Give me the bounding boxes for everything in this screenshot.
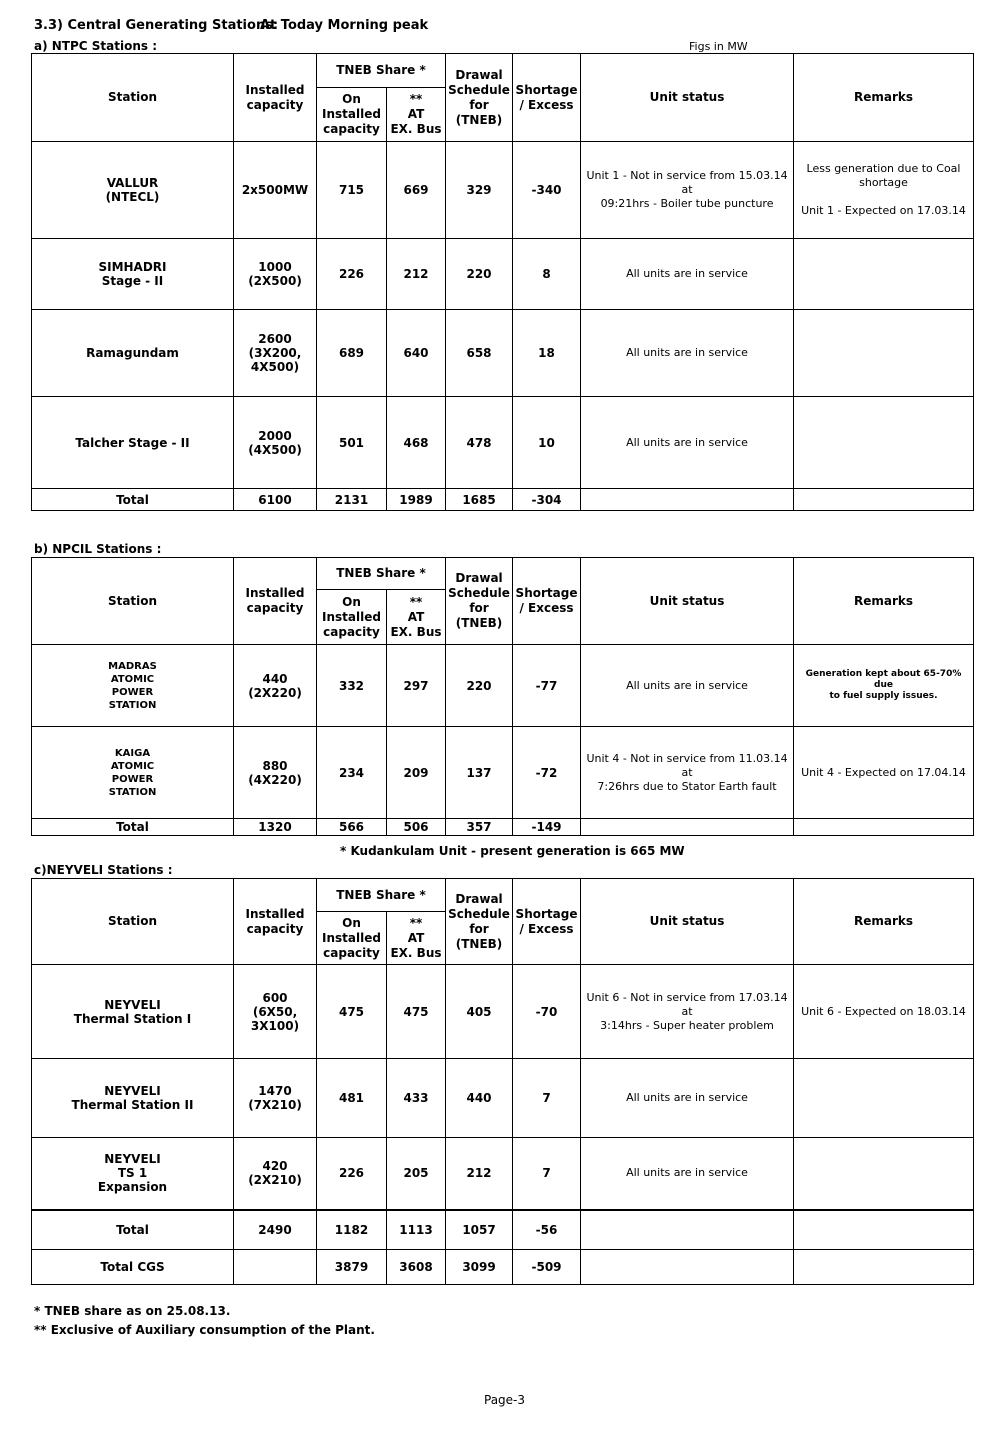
total-label: Total <box>32 489 234 511</box>
remarks: Unit 4 - Expected on 17.04.14 <box>794 727 974 819</box>
installed-capacity: 2000 (4X500) <box>234 397 317 489</box>
col-tneb-share: TNEB Share * <box>317 879 446 912</box>
col-shortage: Shortage / Excess <box>513 54 581 142</box>
installed-capacity: 880 (4X220) <box>234 727 317 819</box>
table-row <box>32 1059 974 1138</box>
time-label: At Today Morning peak <box>260 18 429 33</box>
shortage-value: -340 <box>513 142 581 239</box>
station-name: NEYVELI Thermal Station II <box>32 1059 234 1138</box>
table-row <box>32 1138 974 1210</box>
remarks: Less generation due to Coal shortage Unit 1 - Expected on 17.03.14 <box>794 142 974 239</box>
station-name: SIMHADRI Stage - II <box>32 239 234 310</box>
empty-cell <box>581 1210 794 1250</box>
col-station: Station <box>32 54 234 142</box>
col-remarks: Remarks <box>794 558 974 645</box>
station-name: VALLUR (NTECL) <box>32 142 234 239</box>
table-row <box>32 310 974 397</box>
remarks <box>794 1138 974 1210</box>
drawal-value: 440 <box>446 1059 513 1138</box>
station-name: NEYVELI Thermal Station I <box>32 965 234 1059</box>
col-installed: Installed capacity <box>234 54 317 142</box>
total-cgs-at-ex-bus: 3608 <box>387 1250 446 1285</box>
col-on-installed: On Installed capacity <box>317 912 387 965</box>
shortage-value: -70 <box>513 965 581 1059</box>
total-row <box>32 819 974 836</box>
shortage-value: 7 <box>513 1059 581 1138</box>
unit-status: All units are in service <box>581 645 794 727</box>
col-station: Station <box>32 558 234 645</box>
total-label: Total <box>32 819 234 836</box>
footnote-tneb-share: * TNEB share as on 25.08.13. <box>34 1304 231 1318</box>
drawal-value: 329 <box>446 142 513 239</box>
shortage-value: -72 <box>513 727 581 819</box>
installed-capacity: 600 (6X50, 3X100) <box>234 965 317 1059</box>
station-name: Ramagundam <box>32 310 234 397</box>
total-cgs-installed <box>234 1250 317 1285</box>
col-on-installed: On Installed capacity <box>317 88 387 142</box>
remarks <box>794 239 974 310</box>
shortage-value: 8 <box>513 239 581 310</box>
total-shortage: -149 <box>513 819 581 836</box>
section-title: 3.3) Central Generating Stations: <box>34 18 279 33</box>
col-installed: Installed capacity <box>234 879 317 965</box>
empty-cell <box>581 1250 794 1285</box>
empty-cell <box>581 489 794 511</box>
col-tneb-share: TNEB Share * <box>317 558 446 590</box>
total-cgs-on-installed: 3879 <box>317 1250 387 1285</box>
table-row <box>32 727 974 819</box>
col-installed: Installed capacity <box>234 558 317 645</box>
total-on-installed: 566 <box>317 819 387 836</box>
shortage-value: 10 <box>513 397 581 489</box>
col-drawal: Drawal Schedule for (TNEB) <box>446 558 513 645</box>
empty-cell <box>794 1210 974 1250</box>
total-on-installed: 2131 <box>317 489 387 511</box>
shortage-value: 18 <box>513 310 581 397</box>
kudankulam-note: * Kudankulam Unit - present generation is 665 MW <box>340 844 685 858</box>
at-ex-bus-value: 212 <box>387 239 446 310</box>
total-cgs-label: Total CGS <box>32 1250 234 1285</box>
unit-status: All units are in service <box>581 1138 794 1210</box>
total-shortage: -56 <box>513 1210 581 1250</box>
col-shortage: Shortage / Excess <box>513 879 581 965</box>
neyveli-title: c)NEYVELI Stations : <box>34 863 173 877</box>
at-ex-bus-value: 209 <box>387 727 446 819</box>
col-at-ex-bus: ** AT EX. Bus <box>387 912 446 965</box>
drawal-value: 220 <box>446 645 513 727</box>
empty-cell <box>581 819 794 836</box>
table-row <box>32 239 974 310</box>
remarks: Unit 6 - Expected on 18.03.14 <box>794 965 974 1059</box>
on-installed-value: 501 <box>317 397 387 489</box>
col-unit-status: Unit status <box>581 879 794 965</box>
total-cgs-shortage: -509 <box>513 1250 581 1285</box>
page-number: Page-3 <box>484 1393 526 1407</box>
installed-capacity: 2600 (3X200, 4X500) <box>234 310 317 397</box>
total-label: Total <box>32 1210 234 1250</box>
total-shortage: -304 <box>513 489 581 511</box>
col-station: Station <box>32 879 234 965</box>
npcil-table <box>31 557 974 836</box>
on-installed-value: 234 <box>317 727 387 819</box>
at-ex-bus-value: 433 <box>387 1059 446 1138</box>
shortage-value: 7 <box>513 1138 581 1210</box>
figs-note: Figs in MW <box>689 40 748 53</box>
drawal-value: 137 <box>446 727 513 819</box>
station-name: KAIGA ATOMIC POWER STATION <box>32 727 234 819</box>
remarks <box>794 1059 974 1138</box>
total-on-installed: 1182 <box>317 1210 387 1250</box>
station-name: Talcher Stage - II <box>32 397 234 489</box>
total-installed: 6100 <box>234 489 317 511</box>
at-ex-bus-value: 468 <box>387 397 446 489</box>
col-unit-status: Unit status <box>581 558 794 645</box>
total-installed: 2490 <box>234 1210 317 1250</box>
at-ex-bus-value: 205 <box>387 1138 446 1210</box>
drawal-value: 212 <box>446 1138 513 1210</box>
station-name: MADRAS ATOMIC POWER STATION <box>32 645 234 727</box>
drawal-value: 220 <box>446 239 513 310</box>
on-installed-value: 475 <box>317 965 387 1059</box>
col-tneb-share: TNEB Share * <box>317 54 446 88</box>
total-drawal: 1685 <box>446 489 513 511</box>
unit-status: Unit 1 - Not in service from 15.03.14 at 09:21hrs - Boiler tube puncture <box>581 142 794 239</box>
at-ex-bus-value: 475 <box>387 965 446 1059</box>
drawal-value: 405 <box>446 965 513 1059</box>
drawal-value: 478 <box>446 397 513 489</box>
on-installed-value: 332 <box>317 645 387 727</box>
total-row <box>32 489 974 511</box>
total-row <box>32 1210 974 1250</box>
empty-cell <box>794 489 974 511</box>
installed-capacity: 1470 (7X210) <box>234 1059 317 1138</box>
total-at-ex-bus: 1989 <box>387 489 446 511</box>
on-installed-value: 481 <box>317 1059 387 1138</box>
total-drawal: 357 <box>446 819 513 836</box>
shortage-value: -77 <box>513 645 581 727</box>
footnote-auxiliary: ** Exclusive of Auxiliary consumption of the Plant. <box>34 1323 375 1337</box>
on-installed-value: 689 <box>317 310 387 397</box>
col-drawal: Drawal Schedule for (TNEB) <box>446 879 513 965</box>
total-cgs-drawal: 3099 <box>446 1250 513 1285</box>
remarks: Generation kept about 65-70% due to fuel supply issues. <box>794 645 974 727</box>
col-remarks: Remarks <box>794 54 974 142</box>
at-ex-bus-value: 669 <box>387 142 446 239</box>
table-row <box>32 965 974 1059</box>
installed-capacity: 2x500MW <box>234 142 317 239</box>
total-at-ex-bus: 506 <box>387 819 446 836</box>
empty-cell <box>794 819 974 836</box>
npcil-title: b) NPCIL Stations : <box>34 542 162 556</box>
table-row <box>32 645 974 727</box>
on-installed-value: 715 <box>317 142 387 239</box>
col-shortage: Shortage / Excess <box>513 558 581 645</box>
col-unit-status: Unit status <box>581 54 794 142</box>
table-row <box>32 397 974 489</box>
installed-capacity: 420 (2X210) <box>234 1138 317 1210</box>
col-at-ex-bus: ** AT EX. Bus <box>387 590 446 645</box>
unit-status: All units are in service <box>581 239 794 310</box>
on-installed-value: 226 <box>317 1138 387 1210</box>
unit-status: All units are in service <box>581 310 794 397</box>
empty-cell <box>794 1250 974 1285</box>
table-row <box>32 142 974 239</box>
unit-status: All units are in service <box>581 1059 794 1138</box>
total-cgs-row <box>32 1250 974 1285</box>
installed-capacity: 1000 (2X500) <box>234 239 317 310</box>
at-ex-bus-value: 640 <box>387 310 446 397</box>
unit-status: All units are in service <box>581 397 794 489</box>
remarks <box>794 310 974 397</box>
neyveli-table <box>31 878 974 1285</box>
ntpc-title: a) NTPC Stations : <box>34 39 157 53</box>
station-name: NEYVELI TS 1 Expansion <box>32 1138 234 1210</box>
total-at-ex-bus: 1113 <box>387 1210 446 1250</box>
unit-status: Unit 4 - Not in service from 11.03.14 at 7:26hrs due to Stator Earth fault <box>581 727 794 819</box>
installed-capacity: 440 (2X220) <box>234 645 317 727</box>
remarks <box>794 397 974 489</box>
unit-status: Unit 6 - Not in service from 17.03.14 at 3:14hrs - Super heater problem <box>581 965 794 1059</box>
drawal-value: 658 <box>446 310 513 397</box>
col-at-ex-bus: ** AT EX. Bus <box>387 88 446 142</box>
on-installed-value: 226 <box>317 239 387 310</box>
ntpc-table <box>31 53 974 511</box>
col-remarks: Remarks <box>794 879 974 965</box>
at-ex-bus-value: 297 <box>387 645 446 727</box>
col-on-installed: On Installed capacity <box>317 590 387 645</box>
total-installed: 1320 <box>234 819 317 836</box>
total-drawal: 1057 <box>446 1210 513 1250</box>
col-drawal: Drawal Schedule for (TNEB) <box>446 54 513 142</box>
